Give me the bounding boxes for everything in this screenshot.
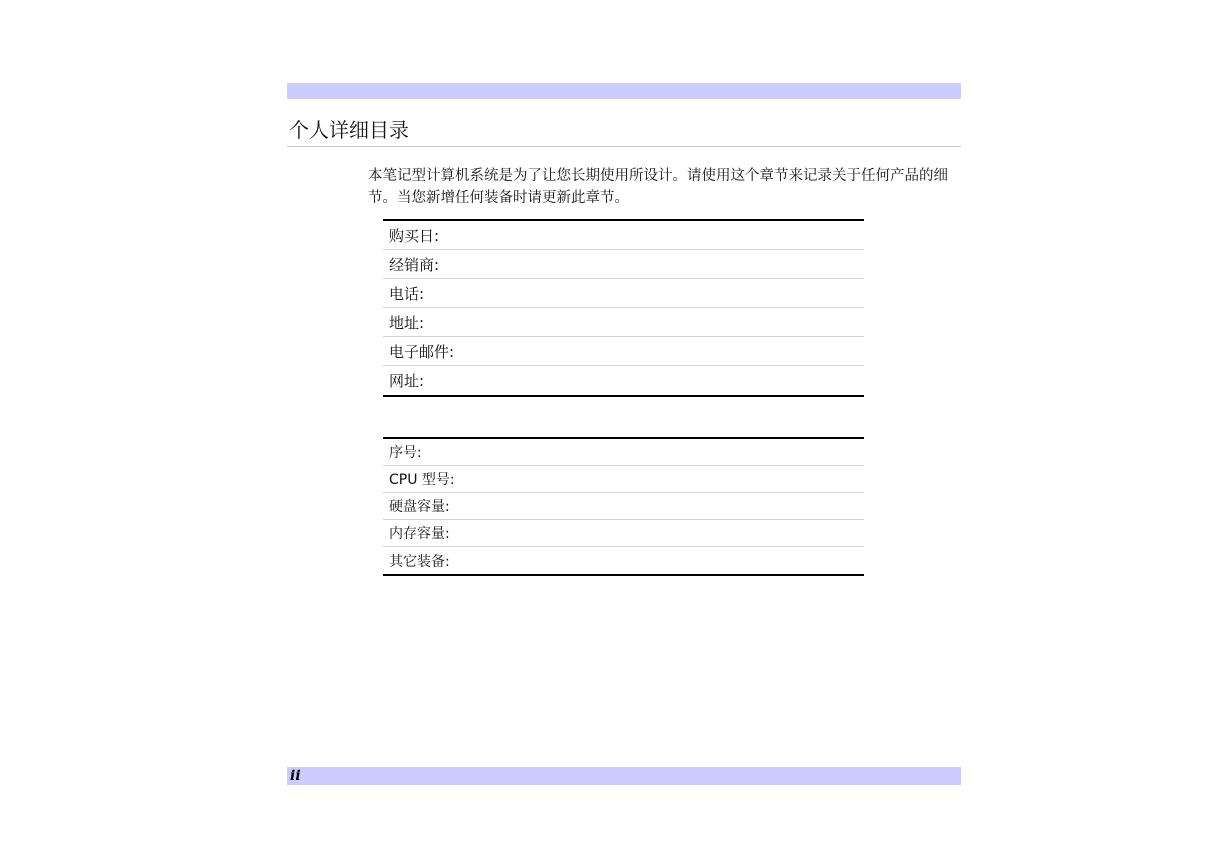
- intro-paragraph: 本笔记型计算机系统是为了让您长期使用所设计。请使用这个章节来记录关于任何产品的细节。当您新增任何装备时请更新此章节。: [368, 168, 948, 206]
- header-band: [287, 83, 961, 99]
- table-row-website: [383, 366, 864, 395]
- field-label: 内存容量:: [389, 526, 450, 542]
- footer-band: [287, 767, 961, 785]
- table-row-dealer: [383, 250, 864, 279]
- page-number: ii: [290, 768, 301, 784]
- table-row-serial-number: [383, 439, 864, 466]
- table-row-purchase-date: [383, 221, 864, 250]
- page-title: 个人详细目录: [289, 118, 409, 142]
- field-label: CPU 型号:: [389, 472, 455, 488]
- field-label: 网址:: [389, 372, 425, 390]
- field-label: 序号:: [389, 445, 422, 461]
- field-label: 电话:: [389, 284, 425, 303]
- field-label: 硬盘容量:: [389, 499, 450, 515]
- table-row-phone: [383, 279, 864, 308]
- table-row-cpu-model: [383, 466, 864, 493]
- table-row-address: [383, 308, 864, 337]
- title-divider: [287, 146, 961, 147]
- table-row-email: [383, 337, 864, 366]
- field-label: 其它装备:: [389, 553, 450, 570]
- table-row-other-equipment: [383, 547, 864, 574]
- table-row-memory-capacity: [383, 520, 864, 547]
- table-row-hdd-capacity: [383, 493, 864, 520]
- field-label: 购买日:: [389, 226, 440, 245]
- dealer-info-table: [383, 219, 864, 397]
- field-label: 电子邮件:: [389, 342, 455, 361]
- system-info-table: [383, 437, 864, 576]
- field-label: 地址:: [389, 313, 425, 332]
- field-label: 经销商:: [389, 255, 440, 274]
